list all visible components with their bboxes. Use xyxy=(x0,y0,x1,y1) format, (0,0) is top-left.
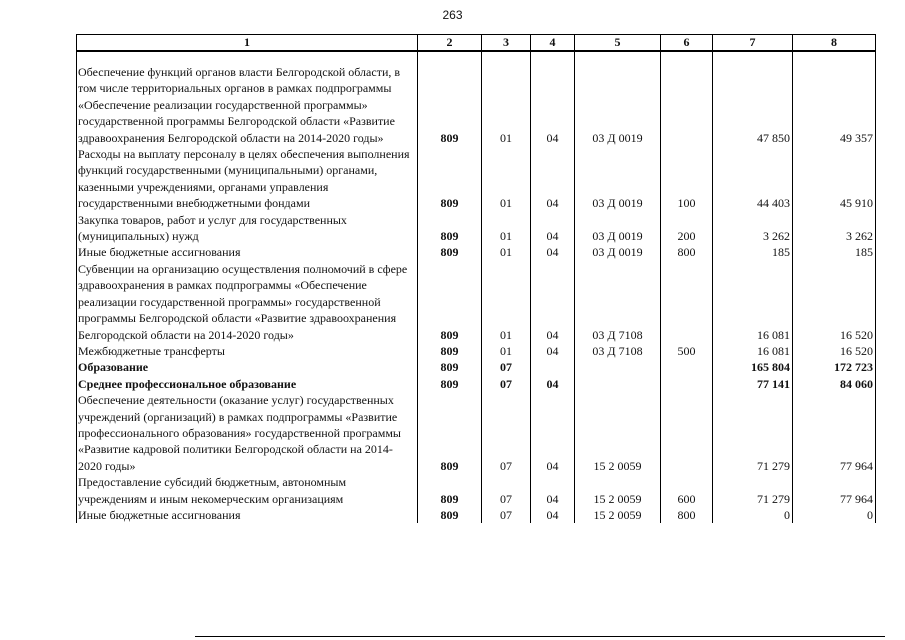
bottom-rule xyxy=(195,636,885,637)
cell-amount-2016: 77 964 xyxy=(793,474,876,507)
cell-amount-2016: 84 060 xyxy=(793,376,876,392)
cell-target-article xyxy=(575,376,661,392)
table-row xyxy=(77,474,876,507)
column-header-2: 2 xyxy=(418,35,482,52)
cell-subsection: 04 xyxy=(531,376,575,392)
cell-description: Иные бюджетные ассигнования xyxy=(77,507,418,523)
table-row xyxy=(77,376,876,392)
budget-table xyxy=(76,34,876,523)
cell-amount-2015: 44 403 xyxy=(713,146,793,212)
cell-description: Образование xyxy=(77,359,418,375)
cell-subsection: 04 xyxy=(531,64,575,146)
table-row xyxy=(77,244,876,260)
cell-subsection: 04 xyxy=(531,146,575,212)
cell-description: Межбюджетные трансферты xyxy=(77,343,418,359)
page-number: 263 xyxy=(442,8,463,22)
cell-subsection: 04 xyxy=(531,261,575,343)
cell-ministry-code: 809 xyxy=(418,507,482,523)
cell-ministry-code: 809 xyxy=(418,392,482,474)
cell-description: Предоставление субсидий бюджетным, автономным учреждениям и иным некомерческим организациям xyxy=(77,474,418,507)
cell-ministry-code: 809 xyxy=(418,343,482,359)
cell-expense-type xyxy=(661,64,713,146)
cell-expense-type xyxy=(661,376,713,392)
cell-expense-type xyxy=(661,359,713,375)
cell-amount-2015: 71 279 xyxy=(713,392,793,474)
column-header-3: 3 xyxy=(482,35,531,52)
cell-expense-type: 100 xyxy=(661,146,713,212)
cell-expense-type xyxy=(661,392,713,474)
cell-target-article: 03 Д 0019 xyxy=(575,146,661,212)
column-header-6: 6 xyxy=(661,35,713,52)
spacer-row xyxy=(77,51,876,64)
cell-section: 01 xyxy=(482,244,531,260)
cell-amount-2016: 16 520 xyxy=(793,261,876,343)
cell-subsection xyxy=(531,359,575,375)
cell-target-article xyxy=(575,359,661,375)
cell-subsection: 04 xyxy=(531,343,575,359)
cell-amount-2015: 16 081 xyxy=(713,261,793,343)
cell-section: 01 xyxy=(482,146,531,212)
column-header-1: 1 xyxy=(77,35,418,52)
column-header-4: 4 xyxy=(531,35,575,52)
cell-section: 01 xyxy=(482,261,531,343)
cell-subsection: 04 xyxy=(531,212,575,245)
cell-amount-2015: 71 279 xyxy=(713,474,793,507)
cell-target-article: 03 Д 0019 xyxy=(575,244,661,260)
cell-expense-type: 200 xyxy=(661,212,713,245)
cell-target-article: 15 2 0059 xyxy=(575,392,661,474)
cell-amount-2015: 3 262 xyxy=(713,212,793,245)
table-row xyxy=(77,146,876,212)
cell-ministry-code: 809 xyxy=(418,64,482,146)
cell-amount-2016: 16 520 xyxy=(793,343,876,359)
cell-target-article: 03 Д 7108 xyxy=(575,261,661,343)
cell-amount-2015: 0 xyxy=(713,507,793,523)
cell-section: 07 xyxy=(482,474,531,507)
cell-description: Расходы на выплату персоналу в целях обеспечения выполнения функций государственными (муниципальными) органами, казенными учреждениями, органами управления государственными внебюджетными фондами xyxy=(77,146,418,212)
cell-subsection: 04 xyxy=(531,244,575,260)
cell-target-article: 03 Д 0019 xyxy=(575,64,661,146)
cell-section: 01 xyxy=(482,212,531,245)
cell-description: Обеспечение функций органов власти Белгородской области, в том числе территориальных органов в рамках подпрограммы «Обеспечение реализации государственной программы» государственной программы Белгородской области «Развитие здравоохранения Белгородской области на 2014-2020 годы» xyxy=(77,64,418,146)
cell-target-article: 15 2 0059 xyxy=(575,507,661,523)
cell-amount-2016: 45 910 xyxy=(793,146,876,212)
table-row xyxy=(77,359,876,375)
cell-target-article: 03 Д 7108 xyxy=(575,343,661,359)
cell-ministry-code: 809 xyxy=(418,212,482,245)
table-header xyxy=(77,35,876,52)
cell-section: 01 xyxy=(482,64,531,146)
cell-amount-2016: 49 357 xyxy=(793,64,876,146)
cell-expense-type: 800 xyxy=(661,507,713,523)
cell-section: 07 xyxy=(482,507,531,523)
cell-amount-2016: 185 xyxy=(793,244,876,260)
cell-description: Обеспечение деятельности (оказание услуг) государственных учреждений (организаций) в рамках подпрограммы «Развитие профессионального образования» государственной программы «Развитие кадровой политики Белгородской области на 2014-2020 годы» xyxy=(77,392,418,474)
cell-amount-2015: 16 081 xyxy=(713,343,793,359)
cell-ministry-code: 809 xyxy=(418,261,482,343)
cell-amount-2016: 172 723 xyxy=(793,359,876,375)
table-row xyxy=(77,261,876,343)
table-row xyxy=(77,64,876,146)
cell-target-article: 03 Д 0019 xyxy=(575,212,661,245)
cell-description: Закупка товаров, работ и услуг для государственных (муниципальных) нужд xyxy=(77,212,418,245)
cell-amount-2015: 185 xyxy=(713,244,793,260)
cell-section: 01 xyxy=(482,343,531,359)
column-header-7: 7 xyxy=(713,35,793,52)
cell-expense-type: 500 xyxy=(661,343,713,359)
cell-section: 07 xyxy=(482,392,531,474)
cell-ministry-code: 809 xyxy=(418,244,482,260)
cell-amount-2015: 165 804 xyxy=(713,359,793,375)
column-header-8: 8 xyxy=(793,35,876,52)
cell-ministry-code: 809 xyxy=(418,359,482,375)
cell-subsection: 04 xyxy=(531,507,575,523)
cell-description: Субвенции на организацию осуществления полномочий в сфере здравоохранения в рамках подпрограммы «Обеспечение реализации государственной программы» государственной программы Белгородской области «Развитие здравоохранения Белгородской области на 2014-2020 годы» xyxy=(77,261,418,343)
cell-amount-2015: 77 141 xyxy=(713,376,793,392)
cell-section: 07 xyxy=(482,359,531,375)
table-row xyxy=(77,343,876,359)
table-row xyxy=(77,212,876,245)
table-row xyxy=(77,507,876,523)
cell-ministry-code: 809 xyxy=(418,376,482,392)
cell-amount-2016: 77 964 xyxy=(793,392,876,474)
cell-amount-2016: 0 xyxy=(793,507,876,523)
cell-expense-type xyxy=(661,261,713,343)
cell-ministry-code: 809 xyxy=(418,146,482,212)
cell-description: Иные бюджетные ассигнования xyxy=(77,244,418,260)
cell-section: 07 xyxy=(482,376,531,392)
cell-amount-2016: 3 262 xyxy=(793,212,876,245)
table-row xyxy=(77,392,876,474)
cell-description: Среднее профессиональное образование xyxy=(77,376,418,392)
cell-amount-2015: 47 850 xyxy=(713,64,793,146)
cell-expense-type: 800 xyxy=(661,244,713,260)
cell-target-article: 15 2 0059 xyxy=(575,474,661,507)
column-header-5: 5 xyxy=(575,35,661,52)
header-row xyxy=(77,35,876,52)
table-body xyxy=(77,51,876,523)
cell-subsection: 04 xyxy=(531,474,575,507)
cell-expense-type: 600 xyxy=(661,474,713,507)
cell-ministry-code: 809 xyxy=(418,474,482,507)
cell-subsection: 04 xyxy=(531,392,575,474)
